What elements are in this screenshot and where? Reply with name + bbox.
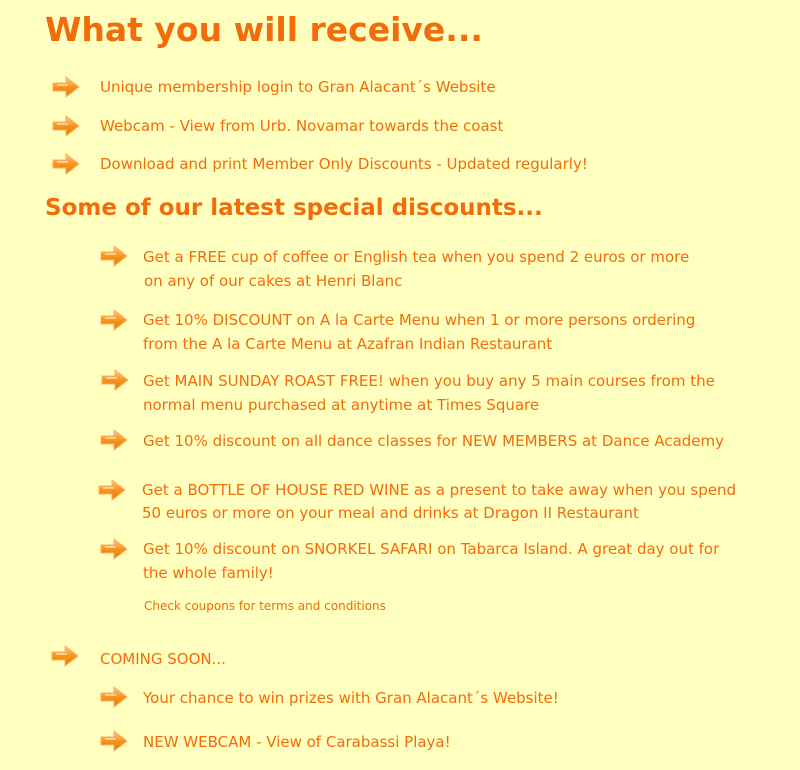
discount-item-line1: Get 10% discount on SNORKEL SAFARI on Tabarca Island. A great day out for bbox=[143, 540, 720, 558]
terms-note: Check coupons for terms and conditions bbox=[144, 599, 386, 613]
discount-item-line2: from the A la Carte Menu at Azafran Indian Restaurant bbox=[143, 335, 553, 353]
discount-item-line2: normal menu purchased at anytime at Times Square bbox=[143, 396, 540, 414]
discount-item-line1: Get MAIN SUNDAY ROAST FREE! when you buy any 5 main courses from the bbox=[143, 372, 715, 390]
arrow-right-icon bbox=[99, 244, 129, 268]
coming-soon-label: COMING SOON... bbox=[100, 650, 226, 668]
discount-item-line2: 50 euros or more on your meal and drinks at Dragon II Restaurant bbox=[142, 504, 639, 522]
discount-item-line1: Get 10% discount on all dance classes for NEW MEMBERS at Dance Academy bbox=[143, 432, 725, 450]
arrow-right-icon bbox=[100, 368, 130, 392]
discounts-heading: Some of our latest special discounts... bbox=[45, 195, 543, 221]
coming-soon-item: NEW WEBCAM - View of Carabassi Playa! bbox=[143, 733, 451, 751]
benefit-item: Download and print Member Only Discounts - Updated regularly! bbox=[100, 155, 588, 173]
discount-item-line1: Get 10% DISCOUNT on A la Carte Menu when 1 or more persons ordering bbox=[143, 311, 696, 329]
arrow-right-icon bbox=[51, 114, 81, 138]
discount-item-line1: Get a FREE cup of coffee or English tea when you spend 2 euros or more bbox=[143, 248, 690, 266]
arrow-right-icon bbox=[99, 685, 129, 709]
arrow-right-icon bbox=[99, 308, 129, 332]
arrow-right-icon bbox=[50, 644, 80, 668]
arrow-right-icon bbox=[99, 729, 129, 753]
benefit-item: Unique membership login to Gran Alacant´s Website bbox=[100, 78, 496, 96]
discount-item-line1: Get a BOTTLE OF HOUSE RED WINE as a present to take away when you spend bbox=[142, 481, 737, 499]
arrow-right-icon bbox=[99, 428, 129, 452]
arrow-right-icon bbox=[99, 537, 129, 561]
arrow-right-icon bbox=[97, 478, 127, 502]
discount-item-line2: the whole family! bbox=[143, 564, 274, 582]
page-title: What you will receive... bbox=[45, 10, 483, 49]
arrow-right-icon bbox=[51, 75, 81, 99]
discount-item-line2: on any of our cakes at Henri Blanc bbox=[144, 272, 403, 290]
coming-soon-item: Your chance to win prizes with Gran Alacant´s Website! bbox=[143, 689, 559, 707]
arrow-right-icon bbox=[51, 152, 81, 176]
benefit-item: Webcam - View from Urb. Novamar towards the coast bbox=[100, 117, 504, 135]
